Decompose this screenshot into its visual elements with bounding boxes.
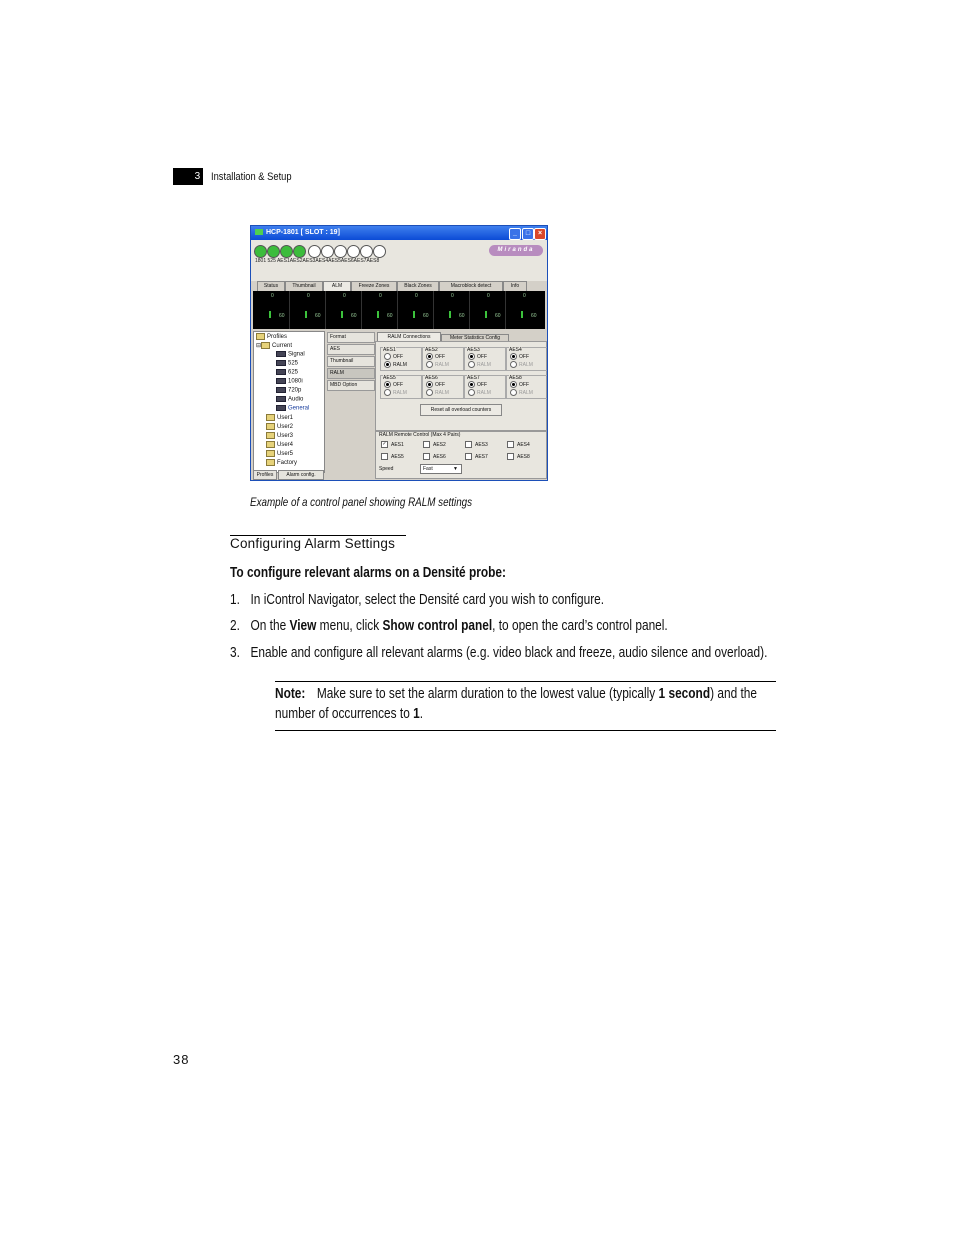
tab-status[interactable]: Status [257,281,285,291]
meter-label: 60 [315,313,321,319]
aes-group: AES5 OFF RALM [380,375,422,399]
miranda-logo: Miranda [489,245,543,256]
ralm-radio[interactable]: RALM [510,389,533,396]
tree-item[interactable]: 1080i [276,378,303,385]
tree-item[interactable]: User3 [266,432,293,439]
remote-checkbox[interactable]: ✓ AES1 [382,441,404,448]
off-radio[interactable]: OFF [426,353,445,360]
meter-value: 0 [415,293,418,299]
meter-label: 60 [531,313,537,319]
settings-menu [326,332,373,478]
aes-group: AES3 OFF RALM [464,347,506,371]
file-icon [276,378,286,384]
off-radio[interactable]: OFF [468,353,487,360]
section-title: Configuring Alarm Settings [230,536,396,551]
note-rule-bottom [275,730,776,731]
led-labels: 1801 525 AES1AES2AES3AES4AES5AES6AES7AES8 [255,258,380,264]
tab-info[interactable]: Info [503,281,527,291]
remote-checkbox[interactable]: AES5 [381,453,404,460]
tree-bottom-tabs [253,470,325,479]
off-radio[interactable]: OFF [426,381,445,388]
folder-icon [266,414,275,421]
tab-profiles[interactable]: Profiles [253,470,277,480]
meter-label: 60 [387,313,393,319]
control-panel-screenshot [250,225,548,481]
maximize-button[interactable]: □ [522,228,534,240]
off-radio[interactable]: OFF [384,353,403,360]
chapter-title: Installation & Setup [211,171,292,183]
aes-group: AES7 OFF RALM [464,375,506,399]
meter-label: 60 [423,313,429,319]
meter-value: 0 [271,293,274,299]
file-icon [276,396,286,402]
remote-checkbox[interactable]: AES3 [465,441,488,448]
file-icon [276,351,286,357]
meter-value: 0 [523,293,526,299]
tree-item[interactable]: General [276,405,309,412]
step-1: 1. In iControl Navigator, select the Densité card you wish to configure. [230,592,605,608]
menu-item-mbd-option[interactable]: MBD Option [327,380,375,391]
remote-control-title: RALM Remote Control (Max 4 Pairs) [379,432,461,438]
tab-black-zones[interactable]: Black Zones [397,281,439,291]
figure-caption: Example of a control panel showing RALM settings [250,495,473,509]
status-led-row [251,240,547,268]
led-icon [373,245,386,258]
chapter-tab: 3 [173,168,203,185]
meter-value: 0 [379,293,382,299]
meter-value: 0 [307,293,310,299]
audio-meters [253,291,545,329]
tree-item[interactable]: User4 [266,441,293,448]
remote-checkbox[interactable]: AES2 [423,441,446,448]
tab-ralm-connections[interactable]: RALM Connections [377,332,441,342]
window-titlebar [251,226,547,240]
led-icon [321,245,334,258]
led-icon [267,245,280,258]
led-icon [254,245,267,258]
aes-group: AES1 OFF RALM [380,347,422,371]
remote-checkbox[interactable]: AES7 [465,453,488,460]
led-icon [308,245,321,258]
file-icon [276,369,286,375]
profile-tree[interactable] [253,331,325,473]
menu-item-ralm[interactable]: RALM [327,368,375,379]
tab-freeze-zones[interactable]: Freeze Zones [351,281,397,291]
ralm-radio[interactable]: RALM [426,389,449,396]
ralm-radio[interactable]: RALM [384,389,407,396]
tree-item[interactable]: Profiles [256,333,287,340]
meter-value: 0 [343,293,346,299]
led-icon [334,245,347,258]
page-number: 38 [173,1052,190,1067]
ralm-remote-control-box [375,431,547,479]
folder-icon [266,459,275,466]
aes-group: AES4 OFF RALM [506,347,548,371]
ralm-panel [375,332,546,478]
menu-item-thumbnail[interactable]: Thumbnail [327,356,375,367]
reset-overload-counters-button[interactable]: Reset all overload counters [420,404,502,416]
off-radio[interactable]: OFF [384,381,403,388]
window-title: HCP-1801 [ SLOT : 19] [266,229,340,236]
folder-icon [261,342,270,349]
tab-alarm-config[interactable]: Alarm config. [278,470,324,480]
step-3: 3. Enable and configure all relevant alarms (e.g. video black and freeze, audio silence and overload). [230,645,768,661]
off-radio[interactable]: OFF [510,381,529,388]
app-icon [255,229,263,235]
ralm-radio[interactable]: RALM [468,361,491,368]
folder-icon [266,450,275,457]
file-icon [276,405,286,411]
meter-label: 60 [459,313,465,319]
tree-item[interactable]: 625 [276,369,298,376]
procedure-title: To configure relevant alarms on a Densité probe: [230,565,506,581]
tree-item[interactable]: ⊟ Current [256,343,293,350]
menu-item-aes[interactable]: AES [327,344,375,355]
led-icon [293,245,306,258]
file-icon [276,387,286,393]
meter-label: 60 [351,313,357,319]
close-button[interactable]: × [534,228,546,240]
folder-icon [266,423,275,430]
note-box: Note: Make sure to set the alarm duration to the lowest value (typically 1 second) and the number of occurrences to 1. [275,686,758,722]
dropdown-arrow-icon: ▼ [453,466,458,472]
tree-item[interactable]: User1 [266,414,293,421]
folder-icon [266,432,275,439]
led-icon [360,245,373,258]
off-radio[interactable]: OFF [510,353,529,360]
tab-macroblock-detect[interactable]: Macroblock detect [439,281,503,291]
step-2: 2. On the View menu, click Show control panel, to open the card’s control panel. [230,618,668,634]
speed-label: Speed [379,466,394,472]
folder-icon [256,333,265,340]
menu-item-format[interactable]: Format [327,332,375,343]
remote-checkbox[interactable]: AES8 [507,453,530,460]
ralm-radio[interactable]: RALM [468,389,491,396]
tree-item[interactable]: 720p [276,387,301,394]
speed-select[interactable]: Fast ▼ [420,464,462,474]
tab-alm[interactable]: ALM [323,281,351,291]
meter-value: 0 [451,293,454,299]
tab-meter-statistics-config[interactable]: Meter Statistics Config [441,334,509,342]
meter-label: 60 [495,313,501,319]
tree-item[interactable]: User2 [266,423,293,430]
file-icon [276,360,286,366]
ralm-radio[interactable]: RALM [426,361,449,368]
note-rule-top [275,681,776,682]
remote-checkbox[interactable]: AES4 [507,441,530,448]
ralm-radio[interactable]: RALM [510,361,533,368]
meter-label: 60 [279,313,285,319]
tree-item[interactable]: Audio [276,396,303,403]
aes-group: AES6 OFF RALM [422,375,464,399]
tab-thumbnail[interactable]: Thumbnail [285,281,323,291]
tree-item[interactable]: 525 [276,360,298,367]
aes-group: AES2 OFF RALM [422,347,464,371]
remote-checkbox[interactable]: AES6 [423,453,446,460]
aes-group: AES8 OFF RALM [506,375,548,399]
folder-icon [266,441,275,448]
minimize-button[interactable]: _ [509,228,521,240]
led-icon [280,245,293,258]
tree-item[interactable]: Factory [266,459,297,466]
led-icon [347,245,360,258]
tree-item[interactable]: User5 [266,450,293,457]
off-radio[interactable]: OFF [468,381,487,388]
meter-value: 0 [487,293,490,299]
main-tabs [255,281,545,291]
tree-item[interactable]: Signal [276,351,305,358]
ralm-connections-box [375,341,547,431]
ralm-radio[interactable]: RALM [384,361,407,368]
